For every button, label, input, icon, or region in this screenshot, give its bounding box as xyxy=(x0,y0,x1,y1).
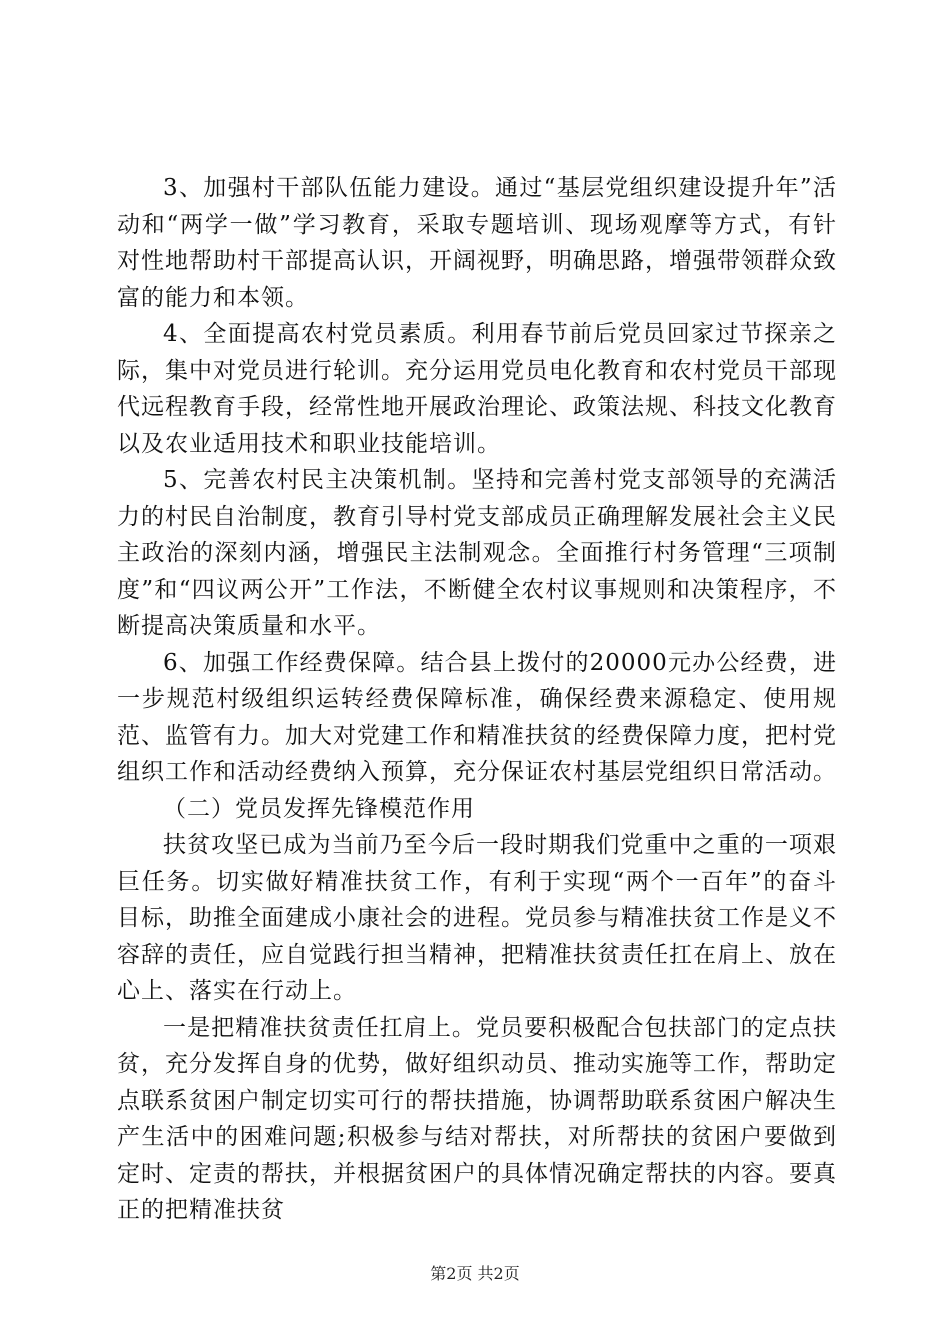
paragraph-5: 5、完善农村民主决策机制。坚持和完善村党支部领导的充满活力的村民自治制度，教育引导村党支部成员正确理解发展社会主义民主政治的深刻内涵，增强民主法制观念。全面推行村务管理“三项制度”和“四议两公开”工作法，不断健全农村议事规则和决策程序，不断提高决策质量和水平。 xyxy=(117,467,837,639)
paragraph-point-one: 一是把精准扶贫责任扛肩上。党员要积极配合包扶部门的定点扶贫，充分发挥自身的优势，做好组织动员、推动实施等工作，帮助定点联系贫困户制定切实可行的帮扶措施，协调帮助联系贫困户解决生产生活中的困难问题;积极参与结对帮扶，对所帮扶的贫困户要做到定时、定责的帮扶，并根据贫困户的具体情况确定帮扶的内容。要真正的把精准扶贫 xyxy=(117,1014,837,1223)
paragraph-4: 4、全面提高农村党员素质。利用春节前后党员回家过节探亲之际，集中对党员进行轮训。充分运用党员电化教育和农村党员干部现代远程教育手段，经常性地开展政治理论、政策法规、科技文化教育以及农业适用技术和职业技能培训。 xyxy=(117,321,837,457)
page-footer: 第2页 共2页 xyxy=(430,1264,520,1283)
section-heading: （二）党员发挥先锋模范作用 xyxy=(163,795,475,822)
paragraph-3: 3、加强村干部队伍能力建设。通过“基层党组织建设提升年”活动和“两学一做”学习教育，采取专题培训、现场观摩等方式，有针对性地帮助村干部提高认识，开阔视野，明确思路，增强带领群众致富的能力和本领。 xyxy=(117,175,837,311)
paragraph-intro: 扶贫攻坚已成为当前乃至今后一段时期我们党重中之重的一项艰巨任务。切实做好精准扶贫工作，有利于实现“两个一百年”的奋斗目标，助推全面建成小康社会的进程。党员参与精准扶贫工作是义不容辞的责任，应自觉践行担当精神，把精准扶贫责任扛在肩上、放在心上、落实在行动上。 xyxy=(117,832,837,1004)
document-body xyxy=(117,170,837,1229)
paragraph-6: 6、加强工作经费保障。结合县上拨付的20000元办公经费，进一步规范村级组织运转经费保障标准，确保经费来源稳定、使用规范、监管有力。加大对党建工作和精准扶贫的经费保障力度，把村党组织工作和活动经费纳入预算，充分保证农村基层党组织日常活动。 xyxy=(117,649,837,785)
